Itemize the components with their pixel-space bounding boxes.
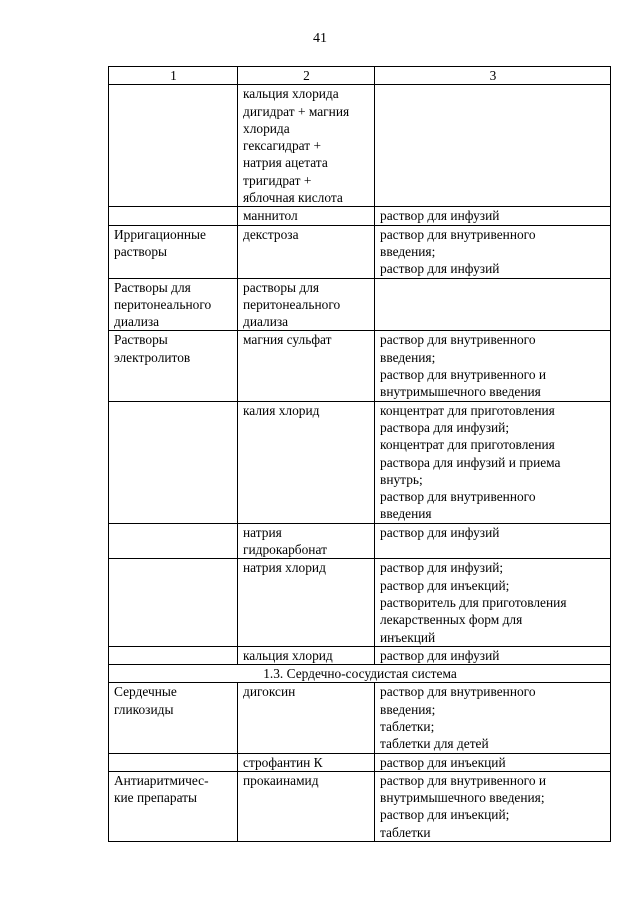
drug-name-cell bbox=[238, 646, 375, 664]
column-header-3: 3 bbox=[375, 67, 611, 85]
dosage-form-cell bbox=[375, 559, 611, 646]
column-header-2: 2 bbox=[238, 67, 375, 85]
cell-line: таблетки для детей bbox=[380, 736, 489, 752]
dosage-form-cell bbox=[375, 523, 611, 559]
cell-line: Растворы bbox=[114, 332, 168, 348]
cell-line: введения bbox=[380, 506, 432, 522]
cell-line: Сердечные bbox=[114, 684, 177, 700]
group-cell bbox=[109, 85, 238, 207]
group-cell bbox=[109, 559, 238, 646]
cell-line: яблочная кислота bbox=[243, 190, 343, 206]
cell-line: раствор для внутривенного и bbox=[380, 367, 547, 383]
cell-line: раствор для инфузий bbox=[380, 647, 500, 663]
table-row bbox=[109, 85, 611, 207]
cell-line: введения; bbox=[380, 701, 436, 717]
cell-line: тригидрат + bbox=[243, 172, 312, 188]
cell-line: гексагидрат + bbox=[243, 138, 321, 154]
dosage-form-cell bbox=[375, 753, 611, 771]
cell-line: раствора для инфузий; bbox=[380, 419, 510, 435]
cell-line: таблетки bbox=[380, 824, 431, 840]
dosage-form-cell bbox=[375, 646, 611, 664]
dosage-form-cell bbox=[375, 207, 611, 225]
drug-name-cell bbox=[238, 85, 375, 207]
drug-name-cell bbox=[238, 771, 375, 841]
group-cell bbox=[109, 401, 238, 523]
cell-line: маннитол bbox=[243, 208, 298, 224]
drug-name-cell bbox=[238, 278, 375, 331]
cell-line: внутрь; bbox=[380, 471, 423, 487]
cell-line: раствор для инъекций; bbox=[380, 807, 510, 823]
cell-line: прокаинамид bbox=[243, 772, 319, 788]
group-cell bbox=[109, 771, 238, 841]
table-row bbox=[109, 559, 611, 646]
cell-line: магния сульфат bbox=[243, 332, 332, 348]
drug-name-cell bbox=[238, 401, 375, 523]
cell-line: раствор для инъекций; bbox=[380, 577, 510, 593]
cell-line: концентрат для приготовления bbox=[380, 437, 555, 453]
cell-line: концентрат для приготовления bbox=[380, 402, 555, 418]
dosage-form-cell bbox=[375, 683, 611, 753]
cell-line: калия хлорид bbox=[243, 402, 320, 418]
cell-line: кие препараты bbox=[114, 790, 198, 806]
cell-line: раствор для внутривенного bbox=[380, 684, 536, 700]
drug-name-cell bbox=[238, 683, 375, 753]
dosage-form-cell bbox=[375, 771, 611, 841]
cell-line: дигоксин bbox=[243, 684, 296, 700]
cell-line: раствор для внутривенного и bbox=[380, 772, 547, 788]
group-cell bbox=[109, 523, 238, 559]
dosage-form-cell bbox=[375, 401, 611, 523]
cell-line: Растворы для bbox=[114, 279, 191, 295]
page-number: 41 bbox=[313, 31, 327, 46]
cell-line: раствор для внутривенного bbox=[380, 332, 536, 348]
table-row bbox=[109, 683, 611, 753]
cell-line: таблетки; bbox=[380, 718, 435, 734]
cell-line: раствор для инъекций bbox=[380, 754, 506, 770]
cell-line: внутримышечного введения; bbox=[380, 790, 545, 806]
cell-line: раствор для внутривенного bbox=[380, 226, 536, 242]
cell-line: дигидрат + магния bbox=[243, 103, 350, 119]
cell-line: Антиаритмичес- bbox=[114, 772, 209, 788]
group-cell bbox=[109, 753, 238, 771]
cell-line: перитонеального bbox=[243, 296, 341, 312]
table-row bbox=[109, 753, 611, 771]
table-row bbox=[109, 278, 611, 331]
dosage-form-cell bbox=[375, 331, 611, 401]
table-row bbox=[109, 225, 611, 278]
column-header-1: 1 bbox=[109, 67, 238, 85]
dosage-form-cell bbox=[375, 278, 611, 331]
cell-line: хлорида bbox=[243, 120, 290, 136]
table-header-row bbox=[109, 67, 611, 85]
dosage-form-cell bbox=[375, 225, 611, 278]
dosage-form-cell bbox=[375, 85, 611, 207]
cell-line: введения; bbox=[380, 243, 436, 259]
cell-line: инъекций bbox=[380, 629, 436, 645]
cell-line: перитонеального bbox=[114, 296, 212, 312]
cell-line: внутримышечного введения bbox=[380, 384, 541, 400]
cell-line: растворы bbox=[114, 243, 168, 259]
group-cell bbox=[109, 683, 238, 753]
group-cell bbox=[109, 278, 238, 331]
table-row bbox=[109, 771, 611, 841]
group-cell bbox=[109, 331, 238, 401]
group-cell bbox=[109, 646, 238, 664]
cell-line: строфантин К bbox=[243, 754, 323, 770]
cell-line: декстроза bbox=[243, 226, 299, 242]
table-row bbox=[109, 331, 611, 401]
table-row bbox=[109, 646, 611, 664]
cell-line: кальция хлорид bbox=[243, 647, 333, 663]
cell-line: раствор для инфузий bbox=[380, 261, 500, 277]
cell-line: введения; bbox=[380, 349, 436, 365]
cell-line: растворы для bbox=[243, 279, 320, 295]
group-cell bbox=[109, 225, 238, 278]
drug-name-cell bbox=[238, 331, 375, 401]
cell-line: кальция хлорида bbox=[243, 86, 339, 102]
cell-line: лекарственных форм для bbox=[380, 612, 523, 628]
drug-name-cell bbox=[238, 523, 375, 559]
drug-name-cell bbox=[238, 207, 375, 225]
table-row bbox=[109, 401, 611, 523]
cell-line: Ирригационные bbox=[114, 226, 206, 242]
cell-line: натрия хлорид bbox=[243, 560, 326, 576]
cell-line: электролитов bbox=[114, 349, 191, 365]
section-title: 1.3. Сердечно-сосудистая система bbox=[109, 665, 611, 683]
group-cell bbox=[109, 207, 238, 225]
table-row bbox=[109, 207, 611, 225]
cell-line: раствор для инфузий bbox=[380, 208, 500, 224]
drug-table bbox=[108, 66, 611, 842]
cell-line: раствора для инфузий и приема bbox=[380, 454, 561, 470]
drug-name-cell bbox=[238, 753, 375, 771]
cell-line: диализа bbox=[243, 314, 289, 330]
cell-line: раствор для инфузий; bbox=[380, 560, 504, 576]
cell-line: гликозиды bbox=[114, 701, 174, 717]
drug-name-cell bbox=[238, 559, 375, 646]
cell-line: натрия ацетата bbox=[243, 155, 328, 171]
cell-line: раствор для инфузий bbox=[380, 524, 500, 540]
cell-line: растворитель для приготовления bbox=[380, 594, 567, 610]
section-row bbox=[109, 665, 611, 683]
table-row bbox=[109, 523, 611, 559]
drug-name-cell bbox=[238, 225, 375, 278]
cell-line: диализа bbox=[114, 314, 160, 330]
cell-line: раствор для внутривенного bbox=[380, 489, 536, 505]
cell-line: гидрокарбонат bbox=[243, 542, 327, 558]
cell-line: натрия bbox=[243, 524, 282, 540]
